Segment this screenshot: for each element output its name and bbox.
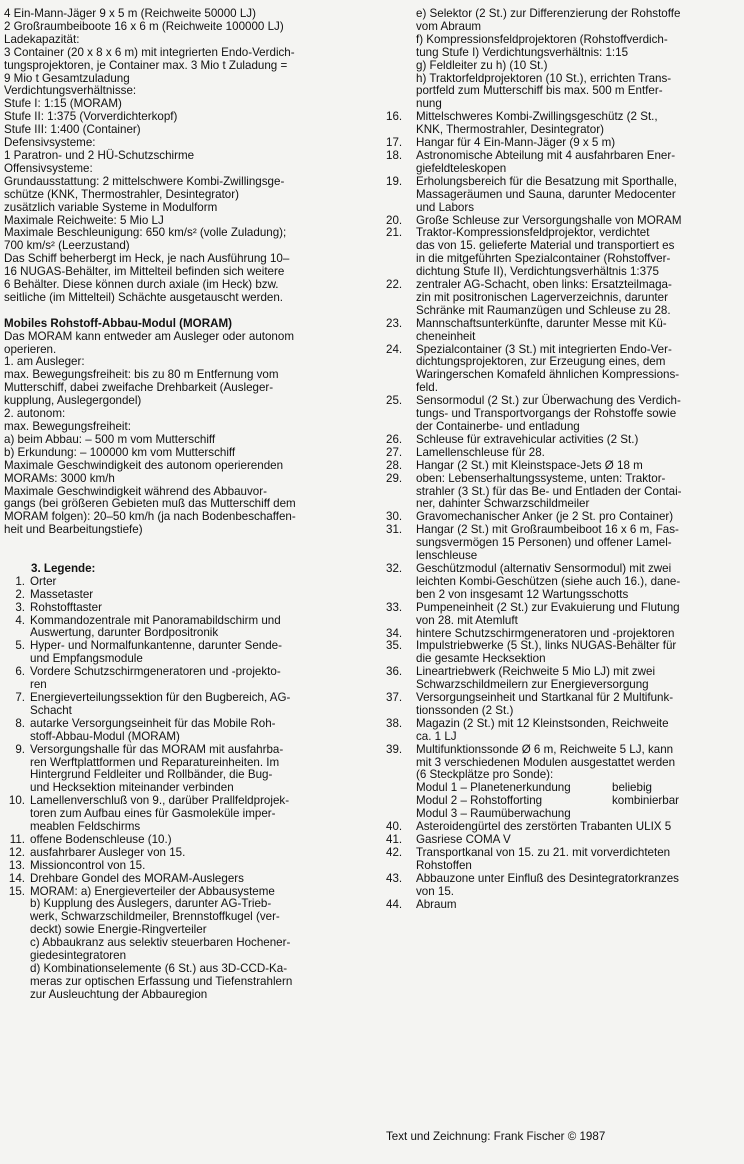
legend-line: Drehbare Gondel des MORAM-Auslegers — [30, 871, 244, 885]
legend-number: 27. — [386, 445, 403, 459]
moram-line: MORAM folgen): 20–50 km/h (ja nach Bodenbeschaffen- — [4, 510, 296, 524]
legend-text — [30, 640, 360, 666]
legend-line: Hyper- und Normalfunkantenne, darunter Sende- — [30, 639, 282, 653]
legend-line: tionssonden (2 St.) — [416, 703, 514, 717]
legend-item — [4, 576, 360, 589]
legend-line: das von 15. gelieferte Material und transportiert es — [416, 239, 675, 253]
credit-line: Text und Zeichnung: Frank Fischer © 1987 — [386, 1130, 606, 1143]
legend-line: d) Kombinationselemente (6 St.) aus 3D-CCD-Ka- — [30, 962, 288, 976]
legend-line: toren zum Aufbau eines für Gasmoleküle imper- — [30, 807, 276, 821]
legend-text — [416, 640, 738, 666]
legend-line: offene Bodenschleuse (10.) — [30, 832, 172, 846]
legend-item — [4, 847, 360, 860]
legend-text — [416, 602, 738, 628]
legend-item — [386, 279, 738, 318]
legend-line: in die mitgeführten Spezialcontainer (Rohstoffver- — [416, 252, 671, 266]
legend-item — [386, 899, 738, 912]
moram-line: heit und Bearbeitungstiefe) — [4, 523, 143, 537]
legend-line: Versorgungshalle für das MORAM mit ausfahrba- — [30, 742, 284, 756]
legend-number: 16. — [386, 110, 403, 124]
legend-number: 29. — [386, 471, 403, 485]
legend-item — [4, 615, 360, 641]
legend-number: 4. — [15, 613, 25, 627]
legend-number: 12. — [8, 845, 25, 859]
spec-line: zusätzlich variable Systeme in Modulform — [4, 200, 218, 214]
legend-number: 14. — [8, 871, 25, 885]
legend-line: b) Kupplung des Auslegers, darunter AG-Trieb- — [30, 897, 272, 911]
legend-line: Massetaster — [30, 587, 94, 601]
legend-item — [4, 795, 360, 834]
legend-text — [30, 602, 360, 615]
legend-line: stoff-Abbau-Modul (MORAM) — [30, 729, 180, 743]
legend-item — [4, 640, 360, 666]
legend-line: Hangar (2 St.) mit Kleinstspace-Jets Ø 18 m — [416, 458, 643, 472]
legend-line: Lamellenschleuse für 28. — [416, 445, 545, 459]
legend-line: Energieverteilungssektion für den Bugbereich, AG- — [30, 690, 291, 704]
legend-number: 36. — [386, 665, 403, 679]
legend-text — [416, 563, 738, 602]
legend-line: Große Schleuse zur Versorgungshalle von MORAM — [416, 213, 682, 227]
legend-text — [30, 744, 360, 796]
legend-number: 34. — [386, 626, 403, 640]
legend-line: meras zur optischen Erfassung und Tiefenstrahlern — [30, 974, 293, 988]
legend-number: 40. — [386, 820, 403, 834]
spec-line: seitliche (im Mittelteil) Schächte ausgetauscht werden. — [4, 290, 284, 304]
spec-line: tungsprojektoren, je Container max. 3 Mio t Zuladung = — [4, 58, 288, 72]
legend-text — [416, 744, 738, 821]
moram-line: Maximale Geschwindigkeit des autonom operierenden — [4, 458, 284, 472]
moram-line: 2. autonom: — [4, 407, 66, 421]
legend-item — [386, 666, 738, 692]
legend-line: Gasriese COMA V — [416, 833, 511, 846]
legend-text — [416, 150, 738, 176]
legend-item — [4, 589, 360, 602]
moram-line: max. Bewegungsfreiheit: bis zu 80 m Entfernung vom — [4, 368, 279, 382]
legend-line: und Empfangsmodule — [30, 652, 143, 666]
spec-line: Maximale Reichweite: 5 Mio LJ — [4, 213, 164, 227]
legend-text — [30, 666, 360, 692]
legend-item — [4, 692, 360, 718]
legend-number: 42. — [386, 845, 403, 859]
legend-text — [30, 615, 360, 641]
continuation-line: tung Stufe I) Verdichtungsverhältnis: 1:15 — [416, 45, 629, 59]
legend-number: 18. — [386, 148, 403, 162]
legend-text — [416, 111, 738, 137]
legend-line: zin mit positronischen Lagerverzeichnis, darunter — [416, 290, 668, 304]
moram-line: 1. am Ausleger: — [4, 355, 85, 369]
legend-line: Gravomechanischer Anker (je 2 St. pro Container) — [416, 510, 674, 524]
legend-text — [30, 589, 360, 602]
legend-text — [416, 899, 738, 912]
legend-text — [416, 176, 738, 215]
continuation-line: vom Abraum — [416, 19, 482, 33]
legend-item — [386, 344, 738, 396]
legend-text — [416, 227, 738, 279]
legend-text — [30, 692, 360, 718]
legend-line: ren Werftplattformen und Reparatureinheiten. Im — [30, 755, 280, 769]
legend-line: Pumpeneinheit (2 St.) zur Evakuierung und Flutung — [416, 600, 680, 614]
legend-line: giefeldteleskopen — [416, 161, 507, 175]
legend-line: (6 Steckplätze pro Sonde): — [416, 768, 554, 782]
legend-line: Hangar (2 St.) mit Großraumbeiboot 16 x 6 m, Fas- — [416, 523, 679, 537]
legend-line: Rohstoffen — [416, 858, 472, 872]
legend-text — [416, 395, 738, 434]
legend-line: dichtung Stufe II), Verdichtungsverhältnis 1:375 — [416, 265, 659, 279]
legend-line: Multifunktionssonde Ø 6 m, Reichweite 5 LJ, kann — [416, 742, 674, 756]
legend-text — [416, 847, 738, 873]
legend-line: Missioncontrol von 15. — [30, 858, 146, 872]
legend-line: Impulstriebwerke (5 St.), links NUGAS-Behälter für — [416, 639, 677, 653]
legend-line: cheneinheit — [416, 329, 476, 343]
legend-line: hintere Schutzschirmgeneratoren und -projektoren — [416, 626, 675, 640]
legend-number: 20. — [386, 213, 403, 227]
legend-item — [4, 873, 360, 886]
legend-line: ca. 1 LJ — [416, 729, 457, 743]
spec-line: Grundausstattung: 2 mittelschwere Kombi-Zwillingsge- — [4, 174, 285, 188]
legend-item — [386, 473, 738, 512]
spec-line: Offensivsysteme: — [4, 161, 93, 175]
legend-line: feld. — [416, 381, 438, 395]
legend-line: Schränke mit Raumanzügen und Schleuse zu 28. — [416, 303, 671, 317]
legend-line: Schwarzschildmeilern zur Energieversorgung — [416, 678, 649, 692]
legend-text — [416, 460, 738, 473]
legend-item — [386, 640, 738, 666]
legend-line: ausfahrbarer Ausleger von 15. — [30, 845, 186, 859]
legend-text — [416, 473, 738, 512]
legend-line: die gesamte Hecksektion — [416, 652, 546, 666]
legend-line: Schacht — [30, 703, 72, 717]
legend-line: Versorgungseinheit und Startkanal für 2 Multifunk- — [416, 691, 674, 705]
legend-text — [30, 847, 360, 860]
legend-line: Hintergrund Feldleiter und Rollbänder, die Bug- — [30, 768, 273, 782]
legend-line: Magazin (2 St.) mit 12 Kleinstsonden, Reichweite — [416, 716, 669, 730]
module-name: Modul 3 – Raumüberwachung — [416, 807, 571, 821]
legend-number: 44. — [386, 897, 403, 911]
legend-line: Lamellenverschluß von 9., darüber Prallfeldprojek- — [30, 794, 290, 808]
spacer — [4, 537, 360, 550]
legend-line: tungs- und Transportvorgangs der Rohstoffe sowie — [416, 407, 677, 421]
spec-line: Das Schiff beherbergt im Heck, je nach Ausführung 10– — [4, 252, 290, 266]
legend-text — [416, 834, 738, 847]
legend-text — [416, 524, 738, 563]
spec-line: 4 Ein-Mann-Jäger 9 x 5 m (Reichweite 50000 LJ) — [4, 7, 256, 20]
module-note: kombinierbar — [612, 794, 680, 808]
legend-number: 17. — [386, 136, 403, 150]
legend-number: 37. — [386, 691, 403, 705]
legend-text — [30, 718, 360, 744]
legend-item — [386, 111, 738, 137]
module-note: beliebig — [612, 781, 652, 795]
legend-item — [386, 602, 738, 628]
continuation-line: e) Selektor (2 St.) zur Differenzierung der Rohstoffe — [416, 7, 681, 20]
legend-item — [386, 227, 738, 279]
legend-number: 28. — [386, 458, 403, 472]
legend-text — [416, 718, 738, 744]
legend-line: Vordere Schutzschirmgeneratoren und -projekto- — [30, 665, 281, 679]
spec-line: Maximale Beschleunigung: 650 km/s² (volle Zuladung); — [4, 226, 287, 240]
legend-item — [4, 718, 360, 744]
spec-line: Ladekapazität: — [4, 32, 80, 46]
legend-item — [4, 886, 360, 1002]
legend-number: 26. — [386, 432, 403, 446]
legend-number: 1. — [15, 574, 25, 588]
legend-line: Orter — [30, 574, 57, 588]
module-name: Modul 2 – Rohstofforting — [416, 794, 543, 808]
legend-item — [4, 860, 360, 873]
moram-line: Mutterschiff, dabei zweifache Drehbarkeit (Ausleger- — [4, 381, 274, 395]
moram-line: Das MORAM kann entweder am Ausleger oder autonom — [4, 329, 294, 343]
moram-line: gangs (bei größeren Gebieten muß das Mutterschiff dem — [4, 497, 296, 511]
legend-text — [416, 873, 738, 899]
legend-line: sungsvermögen 15 Personen) und offener Lamel- — [416, 536, 672, 550]
moram-line: Maximale Geschwindigkeit während des Abbauvor- — [4, 484, 267, 498]
legend-line: KNK, Thermostrahler, Desintegrator) — [416, 123, 604, 137]
spec-line: 9 Mio t Gesamtzuladung — [4, 71, 130, 85]
legend-item — [386, 524, 738, 563]
legend-number: 10. — [8, 794, 25, 808]
legend-line: Rohstofftaster — [30, 600, 102, 614]
spec-line: 1 Paratron- und 2 HÜ-Schutzschirme — [4, 148, 195, 162]
legend-line: lenschleuse — [416, 549, 478, 563]
continuation-line: f) Kompressionsfeldprojektoren (Rohstoffverdich- — [416, 32, 668, 46]
legend-number: 31. — [386, 523, 403, 537]
legend-number: 13. — [8, 858, 25, 872]
legend-line: Schleuse für extravehicular activities (2 St.) — [416, 432, 639, 446]
legend-line: Geschützmodul (alternativ Sensormodul) mit zwei — [416, 561, 672, 575]
legend-text — [416, 279, 738, 318]
legend-item — [386, 847, 738, 873]
legend-line: mit 3 verschiedenen Modulen ausgestattet werden — [416, 755, 676, 769]
legend-item — [386, 176, 738, 215]
legend-item — [386, 744, 738, 821]
legend-number: 8. — [15, 716, 25, 730]
legend-line: Sensormodul (2 St.) zur Überwachung des Verdich- — [416, 394, 681, 408]
legend-line: Lineartriebwerk (Reichweite 5 Mio LJ) mit zwei — [416, 665, 656, 679]
legend-number: 41. — [386, 833, 403, 846]
legend-number: 39. — [386, 742, 403, 756]
legend-line: Erholungsbereich für die Besatzung mit Sporthalle, — [416, 174, 678, 188]
spec-line: Stufe I: 1:15 (MORAM) — [4, 97, 122, 111]
legend-line: zur Ausleuchtung der Abbauregion — [30, 987, 208, 1001]
legend-number: 9. — [15, 742, 25, 756]
legend-item — [4, 744, 360, 796]
legend-item — [386, 150, 738, 176]
legend-number: 33. — [386, 600, 403, 614]
legend-number: 38. — [386, 716, 403, 730]
legend-line: ren — [30, 678, 47, 692]
legend-line: Transportkanal von 15. zu 21. mit vorverdichteten — [416, 845, 671, 859]
legend-text — [416, 344, 738, 396]
moram-line: operieren. — [4, 342, 57, 356]
legend-line: deckt) sowie Energie-Ringverteiler — [30, 923, 207, 937]
legend-item — [386, 718, 738, 744]
legend-number: 22. — [386, 278, 403, 292]
spec-line: 6 Behälter. Diese können durch axiale (im Heck) bzw. — [4, 278, 279, 292]
right-column — [386, 8, 738, 911]
legend-heading: 3. Legende: — [31, 561, 96, 575]
legend-line: Mannschaftsunterkünfte, darunter Messe mit Kü- — [416, 316, 667, 330]
legend-line: Kommandozentrale mit Panoramabildschirm und — [30, 613, 281, 627]
legend-text — [30, 795, 360, 834]
spec-line: schütze (KNK, Thermostrahler, Desintegrator) — [4, 187, 239, 201]
spec-line: 700 km/s² (Leerzustand) — [4, 239, 130, 253]
legend-item — [4, 602, 360, 615]
legend-text — [30, 873, 360, 886]
legend-item — [4, 834, 360, 847]
legend-line: ner, dahinter Schwarzschildmeiler — [416, 497, 590, 511]
legend-line: Mittelschweres Kombi-Zwillingsgeschütz (2 St., — [416, 110, 658, 124]
moram-line: max. Bewegungsfreiheit: — [4, 419, 131, 433]
legend-text — [30, 576, 360, 589]
legend-line: leichten Kombi-Geschützen (siehe auch 16.), dane- — [416, 574, 681, 588]
legend-line: von 28. mit Atemluft — [416, 613, 518, 627]
legend-line: Abbauzone unter Einfluß des Desintegratorkranzes — [416, 871, 679, 885]
legend-item — [386, 873, 738, 899]
legend-text — [416, 692, 738, 718]
legend-text — [416, 318, 738, 344]
legend-line: MORAM: a) Energieverteiler der Abbausysteme — [30, 884, 275, 898]
legend-number: 32. — [386, 561, 403, 575]
moram-heading: Mobiles Rohstoff-Abbau-Modul (MORAM) — [4, 316, 232, 330]
moram-line: kupplung, Auslegergondel) — [4, 394, 142, 408]
legend-line: Waringerschen Komafeld ähnlichen Kompressions- — [416, 368, 680, 382]
legend-line: der Containerbe- und entladung — [416, 420, 580, 433]
legend-item — [386, 563, 738, 602]
continuation-line: g) Feldleiter zu h) (10 St.) — [416, 58, 548, 72]
legend-text — [416, 447, 738, 460]
legend-text — [416, 434, 738, 447]
legend-number: 43. — [386, 871, 403, 885]
legend-line: und Labors — [416, 200, 475, 214]
legend-line: Spezialcontainer (3 St.) mit integrierten Endo-Ver- — [416, 342, 672, 356]
legend-line: von 15. — [416, 884, 455, 898]
legend-line: Auswertung, darunter Bordpositronik — [30, 626, 219, 640]
legend-number: 6. — [15, 665, 25, 679]
legend-line: autarke Versorgungseinheit für das Mobile Roh- — [30, 716, 276, 730]
legend-item — [386, 460, 738, 473]
legend-line: c) Abbaukranz aus selektiv steuerbaren Hochener- — [30, 936, 291, 950]
legend-line: werk, Schwarzschildmeiler, Brennstoffkugel (ver- — [30, 910, 280, 924]
legend-number: 7. — [15, 690, 25, 704]
legend-line: oben: Lebenserhaltungssysteme, unten: Traktor- — [416, 471, 666, 485]
moram-line: a) beim Abbau: – 500 m vom Mutterschiff — [4, 432, 216, 446]
legend-number: 21. — [386, 226, 403, 240]
legend-number: 35. — [386, 639, 403, 653]
legend-text — [416, 666, 738, 692]
spec-line: 2 Großraumbeiboote 16 x 6 m (Reichweite 100000 LJ) — [4, 19, 284, 33]
legend-line: Traktor-Kompressionsfeldprojektor, verdichtet — [416, 226, 650, 240]
right-top-block — [386, 8, 738, 111]
legend-line: ben 2 von insgesamt 12 Wartungsschotts — [416, 587, 629, 601]
legend-item — [386, 447, 738, 460]
continuation-line: nung — [416, 97, 442, 111]
legend-line: Massageräumen und Sauna, darunter Medocenter — [416, 187, 676, 201]
legend-text — [30, 834, 360, 847]
legend-text — [30, 886, 360, 1002]
legend-item — [386, 395, 738, 434]
continuation-line: portfeld zum Mutterschiff bis max. 500 m Entfer- — [416, 84, 663, 98]
legend-number: 11. — [9, 832, 25, 846]
spec-line: Stufe II: 1:375 (Vorverdichterkopf) — [4, 110, 178, 124]
continuation-line: h) Traktorfeldprojektoren (10 St.), errichten Trans- — [416, 71, 672, 85]
legend-item — [386, 318, 738, 344]
moram-line: b) Erkundung: – 100000 km vom Mutterschiff — [4, 445, 236, 459]
legend-line: Abraum — [416, 897, 457, 911]
legend-line: strahler (3 St.) für das Be- und Entladen der Contai- — [416, 484, 682, 498]
legend-number: 25. — [386, 394, 403, 408]
legend-line: dichtungsprojektoren, zur Erzeugung eines, dem — [416, 355, 666, 369]
legend-number: 2. — [15, 587, 25, 601]
left-column — [4, 8, 360, 1002]
module-name: Modul 1 – Planetenerkundung — [416, 781, 571, 795]
spec-line: Stufe III: 1:400 (Container) — [4, 123, 141, 137]
spacer — [4, 550, 360, 563]
legend-line: und Hecksektion miteinander verbinden — [30, 781, 234, 795]
legend-item — [386, 434, 738, 447]
legend-item — [386, 834, 738, 847]
legend-line: Astronomische Abteilung mit 4 ausfahrbaren Ener- — [416, 148, 676, 162]
legend-number: 23. — [386, 316, 403, 330]
legend-number: 19. — [386, 174, 403, 188]
spec-line: 16 NUGAS-Behälter, im Mittelteil befinden sich weitere — [4, 265, 285, 279]
legend-number: 3. — [15, 600, 25, 614]
legend-item — [386, 692, 738, 718]
legend-number: 5. — [15, 639, 25, 653]
spacer — [4, 305, 360, 318]
legend-line: Asteroidengürtel des zerstörten Trabanten ULIX 5 — [416, 820, 672, 834]
legend-number: 24. — [386, 342, 403, 356]
legend-line: zentraler AG-Schacht, oben links: Ersatzteilmaga- — [416, 278, 672, 292]
legend-line: giedesintegratoren — [30, 949, 127, 963]
spec-line: Defensivsysteme: — [4, 136, 96, 150]
legend-item — [4, 666, 360, 692]
spec-line: 3 Container (20 x 8 x 6 m) mit integrierten Endo-Verdich- — [4, 45, 295, 59]
legend-number: 30. — [386, 510, 403, 524]
legend-line: Hangar für 4 Ein-Mann-Jäger (9 x 5 m) — [416, 136, 616, 150]
spec-line: Verdichtungsverhältnisse: — [4, 84, 137, 98]
legend-number: 15. — [8, 884, 25, 898]
legend-line: meablen Feldschirms — [30, 820, 141, 834]
legend-text — [30, 860, 360, 873]
moram-line: MORAMs: 3000 km/h — [4, 471, 115, 485]
